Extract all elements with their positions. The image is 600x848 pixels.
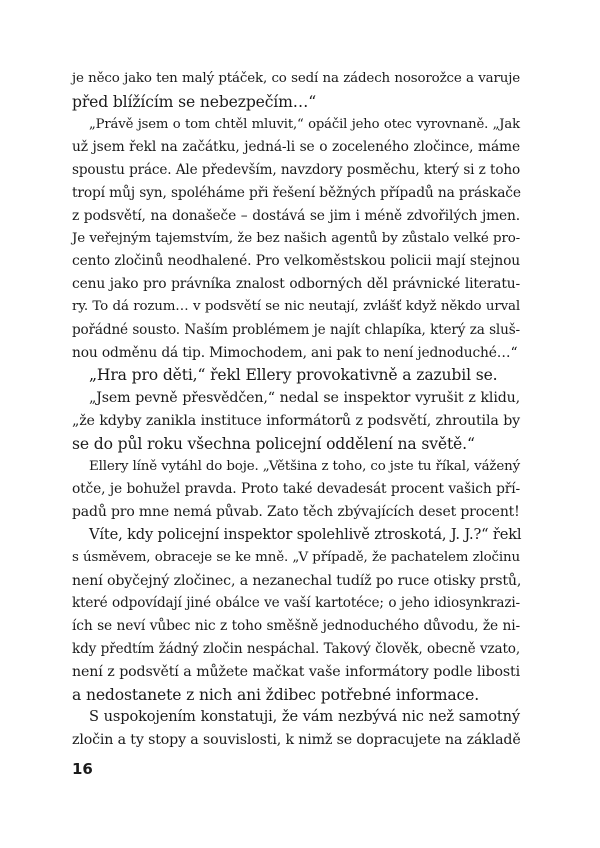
text-line: otče, je bohužel pravda. Proto také devadesát procent vašich pří-	[72, 481, 520, 498]
text-line: Víte, kdy policejní inspektor spolehlivě ztroskotá, J. J.?“ řekl	[89, 525, 522, 543]
text-line: kdy předtím žádný zločin nespáchal. Takový člověk, obecně vzato,	[72, 640, 520, 657]
body-text	[72, 68, 520, 752]
text-line: „Právě jsem o tom chtěl mluvit,“ opáčil jeho otec vyrovnaně. „Jak	[89, 116, 520, 132]
text-line: z podsvětí, na donašeče – dostává se jim i méně zdvořilých jmen.	[72, 207, 520, 224]
text-line: „Jsem pevně přesvědčen,“ nedal se inspektor vyrušit z klidu,	[89, 390, 520, 407]
text-line: ích se neví vůbec nic z toho směšně jednoduchého důvodu, že ni-	[72, 618, 520, 635]
text-line: už jsem řekl na začátku, jedná-li se o zoceleného zločince, máme	[72, 139, 520, 156]
text-line: tropí můj syn, spoléháme při řešení běžných případů na práskače	[72, 184, 521, 201]
text-line: není z podsvětí a můžete mačkat vaše informátory podle libosti	[72, 663, 520, 680]
text-line: které odpovídají jiné obálce ve vaší kartotéce; o jeho idiosynkrazi-	[72, 595, 520, 612]
text-line: ry. To dá rozum… v podsvětí se nic neutají, zvlášť když někdo urval	[72, 298, 520, 314]
text-line: „že kdyby zanikla instituce informátorů z podsvětí, zhroutila by	[72, 412, 520, 429]
text-line: padů pro mne nemá půvab. Zato těch zbývajících deset procent!	[72, 504, 520, 521]
text-line: cento zločinů neodhalené. Pro velkoměstskou policii mají stejnou	[72, 253, 520, 270]
text-line: zločin a ty stopy a souvislosti, k nimž se dopracujete na základě	[72, 732, 521, 749]
page-number: 16	[72, 760, 93, 778]
text-line: se do půl roku všechna policejní oddělení na světě.“	[72, 434, 475, 453]
text-line: Je veřejným tajemstvím, že bez našich agentů by zůstalo velké pro-	[72, 230, 520, 246]
text-line: pořádné sousto. Naším problémem je najít chlapíka, který za sluš-	[72, 321, 520, 338]
text-line: S uspokojením konstatuji, že vám nezbývá nic než samotný	[89, 708, 520, 726]
text-line: není obyčejný zločinec, a nezanechal tudíž po ruce otisky prstů,	[72, 572, 522, 589]
text-line: cenu jako pro právníka znalost odborných děl právnické literatu-	[72, 276, 520, 293]
text-line: spoustu práce. Ale především, navzdory posměchu, který si z toho	[72, 162, 520, 179]
text-line: Ellery líně vytáhl do boje. „Většina z toho, co jste tu říkal, vážený	[89, 458, 520, 474]
text-line: s úsměvem, obraceje se ke mně. „V případě, že pachatelem zločinu	[72, 549, 520, 565]
text-line: „Hra pro děti,“ řekl Ellery provokativně a zazubil se.	[89, 366, 498, 385]
text-line: a nedostanete z nich ani ždibec potřebné informace.	[72, 685, 480, 704]
text-line: je něco jako ten malý ptáček, co sedí na zádech nosorožce a varuje	[72, 71, 520, 86]
text-line: před blížícím se nebezpečím…“	[72, 92, 317, 111]
text-line: nou odměnu dá tip. Mimochodem, ani pak to není jednoduché…“	[72, 344, 518, 361]
